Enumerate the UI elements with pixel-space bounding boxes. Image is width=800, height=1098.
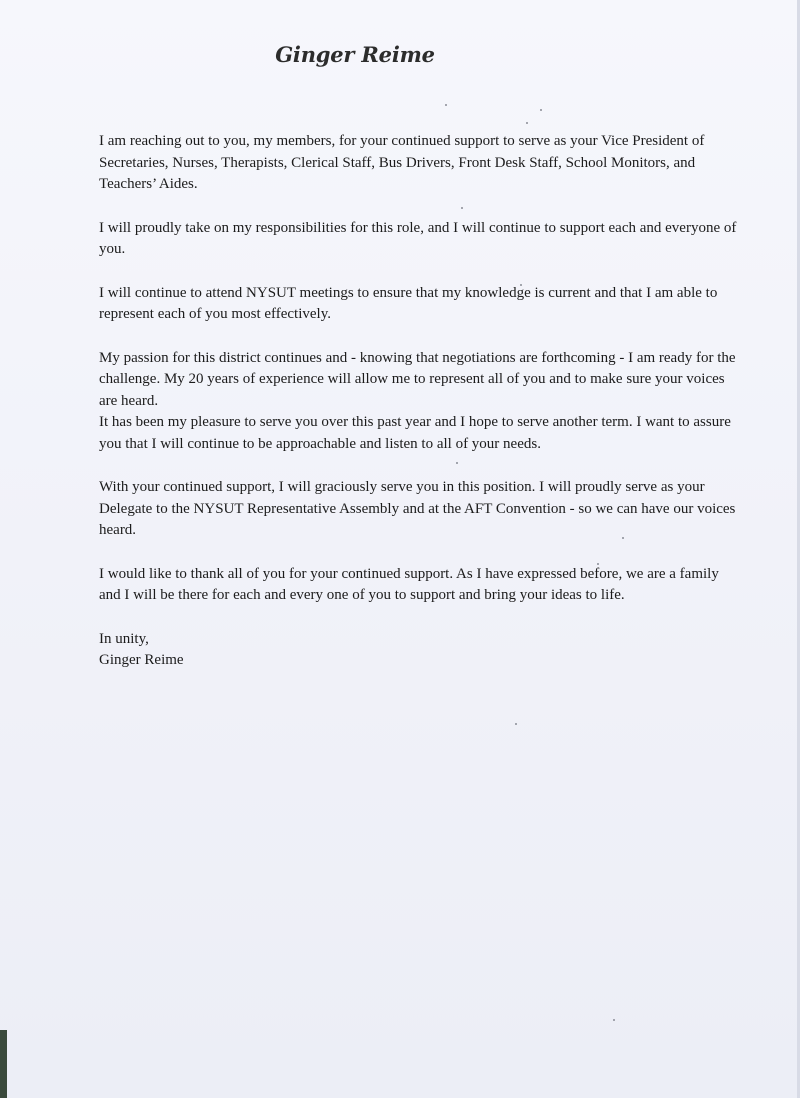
scan-speck — [540, 109, 542, 111]
paragraph-responsibilities: I will proudly take on my responsibilities for this role, and I will continue to support each and everyone of you. — [99, 219, 737, 257]
paragraph-delegate: With your continued support, I will graciously serve you in this position. I will proudly serve as your Delegate to the NYSUT Representative Assembly and at the AFT Convention - so we can have our voices heard. — [99, 479, 736, 538]
scan-corner-mark — [0, 1030, 7, 1098]
letter-title: Ginger Reime — [275, 42, 435, 67]
signature-name: Ginger Reime — [99, 652, 184, 668]
closing-phrase: In unity, — [99, 630, 149, 647]
scan-speck — [515, 723, 517, 725]
scan-speck — [613, 1019, 615, 1021]
paragraph-support: I am reaching out to you, my members, for your continued support to serve as your Vice President of Secretaries, Nurses, Therapists, Clerical Staff, Bus Drivers, Front Desk Staff, School Monitors, and Teachers’ Aides. — [99, 133, 705, 192]
paragraph-pleasure: It has been my pleasure to serve you over this past year and I hope to serve another term. I want to assure you that I will continue to be approachable and listen to all of your needs. — [99, 414, 731, 452]
scan-speck — [526, 122, 528, 124]
paragraph-passion: My passion for this district continues and - knowing that negotiations are forthcoming - I am ready for the challenge. My 20 years of experience will allow me to represent all of you and to make sure your voices are heard. — [99, 349, 736, 409]
paragraph-nysut-meetings: I will continue to attend NYSUT meetings to ensure that my knowledge is current and that I am able to represent each of you most effectively. — [99, 284, 718, 322]
letter-body — [99, 131, 739, 672]
letter-closing — [99, 629, 739, 672]
scan-speck — [445, 104, 447, 106]
paragraph-thanks: I would like to thank all of you for your continued support. As I have expressed before, we are a family and I will be there for each and every one of you to support and bring your ideas to life. — [99, 565, 719, 603]
